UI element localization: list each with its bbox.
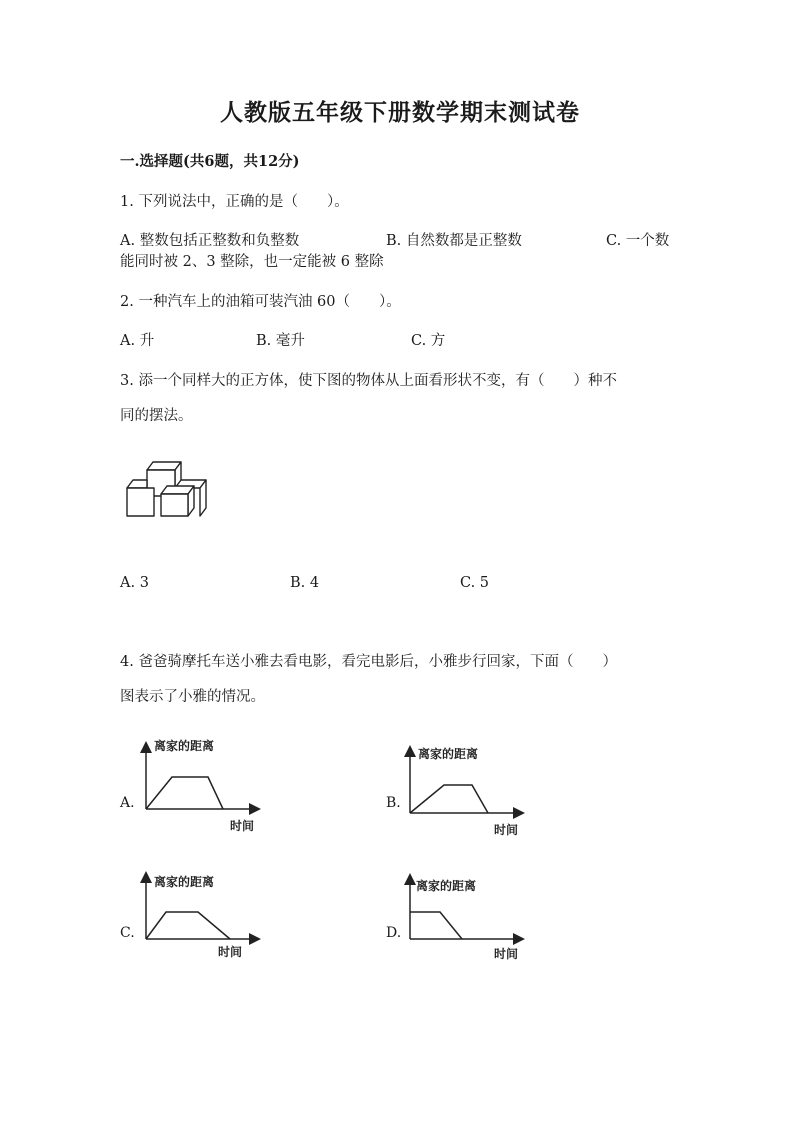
page-title: 人教版五年级下册数学期末测试卷	[220, 99, 580, 126]
graph-c	[138, 868, 268, 968]
q2-option-a: A. 升	[120, 333, 155, 349]
graph-d-line	[410, 912, 462, 939]
q1-option-c-continuation: 能同时被 2、3 整除，也一定能被 6 整除	[120, 254, 384, 270]
graph-a	[138, 738, 268, 838]
graph-c-line	[146, 912, 230, 939]
q1-option-a: A. 整数包括正整数和负整数	[120, 233, 300, 249]
graph-d	[402, 870, 532, 970]
question-3-stem-line2: 同的摆法。	[120, 408, 193, 424]
graph-b-line	[410, 785, 488, 813]
question-2-stem: 2. 一种汽车上的油箱可装汽油 60（ ）。	[120, 294, 401, 310]
q1-option-c: C. 一个数	[606, 233, 670, 249]
graph-d-label: D.	[386, 925, 402, 941]
q1-option-b: B. 自然数都是正整数	[386, 233, 522, 249]
graph-b-label: B.	[386, 795, 401, 811]
question-4-stem-line1: 4. 爸爸骑摩托车送小雅去看电影，看完电影后，小雅步行回家，下面（ ）	[120, 654, 617, 670]
graph-b-x-label: 时间	[494, 823, 519, 837]
cube-figure	[120, 458, 215, 524]
q2-option-c: C. 方	[411, 333, 446, 349]
graph-b	[402, 742, 532, 842]
question-3-stem-line1: 3. 添一个同样大的正方体，使下图的物体从上面看形状不变，有（ ）种不	[120, 373, 617, 389]
graph-b-y-label: 离家的距离	[418, 747, 479, 761]
graph-a-line	[146, 777, 223, 809]
graph-c-y-label: 离家的距离	[154, 875, 215, 889]
section-heading: 一.选择题(共6题，共12分)	[120, 153, 300, 170]
question-1-stem: 1. 下列说法中，正确的是（ ）。	[120, 194, 349, 210]
graph-d-x-label: 时间	[494, 947, 519, 961]
graph-d-y-label: 离家的距离	[416, 879, 477, 893]
graph-c-x-label: 时间	[218, 945, 243, 959]
graph-a-label: A.	[120, 795, 135, 811]
graph-a-x-label: 时间	[230, 819, 255, 833]
q3-option-a: A. 3	[120, 575, 149, 591]
q3-option-c: C. 5	[460, 575, 490, 591]
q2-option-b: B. 毫升	[256, 333, 305, 349]
q3-option-b: B. 4	[290, 575, 320, 591]
graph-c-label: C.	[120, 925, 135, 941]
graph-a-y-label: 离家的距离	[154, 739, 215, 753]
question-4-stem-line2: 图表示了小雅的情况。	[120, 689, 265, 705]
